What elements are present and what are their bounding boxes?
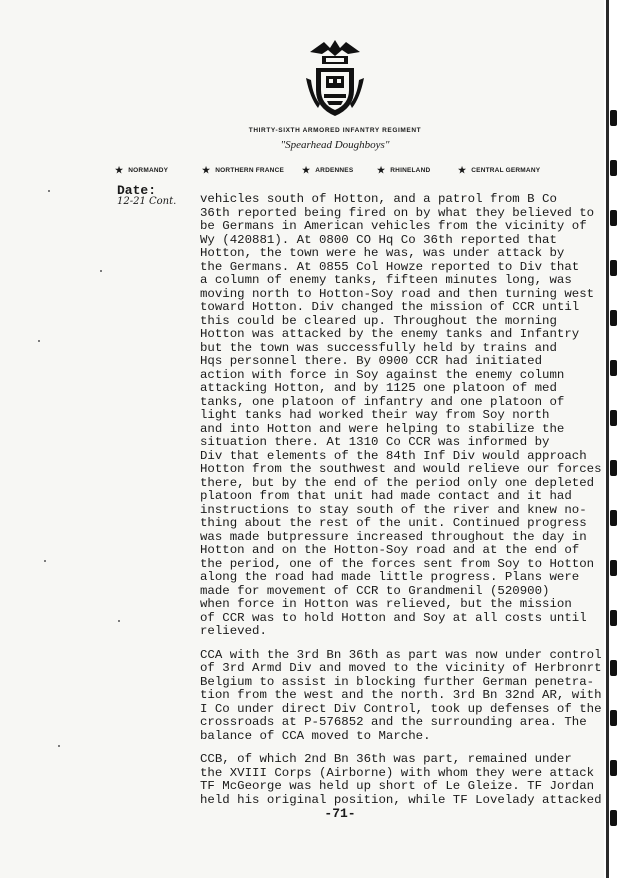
text-line: but the town was successfully held by trains and [200,340,557,355]
text-line: light tanks had worked their way from Soy north [200,408,550,422]
binding-edge [606,0,609,878]
star-icon: ★ [458,165,467,175]
star-icon: ★ [202,165,211,175]
text-line: tion from the west and the north. 3rd Bn 32nd AR, with [200,688,602,702]
speck-mark [48,190,50,192]
speck-mark [58,745,60,747]
star-icon: ★ [302,165,311,175]
text-line: along the road had made little progress. Plans were [200,570,580,584]
binding-ring [610,560,617,576]
binding-ring [610,460,617,476]
text-line: this could be cleared up. Throughout the morning [200,313,557,328]
binding-ring [610,410,617,426]
text-line: moving north to Hotton-Soy road and then turning west [200,286,595,301]
campaign-label: NORTHERN FRANCE [215,167,285,174]
page-number: -71- [324,806,356,821]
text-line: platoon from that unit had made contact and it had [200,489,572,503]
campaign-item [302,165,353,176]
text-line: was made butpressure increased throughout the day in [200,529,587,544]
text-line: Div that elements of the 84th Inf Div would approach [200,448,587,463]
text-line: Wy (420881). At 0800 CO Hq Co 36th reported that [200,232,557,247]
binding-ring [610,160,617,176]
text-line: when force in Hotton was relieved, but the mission [200,597,572,611]
campaign-label: NORMANDY [128,167,169,174]
text-line: and into Hotton and were helping to stabilize the [200,421,565,436]
regimental-crest-icon [304,38,366,120]
binding-ring [610,310,617,326]
campaign-label: RHINELAND [390,167,431,174]
binding-ring [610,760,617,776]
campaign-label: ARDENNES [315,167,354,174]
text-line: Hotton and on the Hotton-Soy road and at the end of [200,543,580,557]
text-line: TF McGeorge was held up short of Le Gleize. TF Jordan [200,779,595,793]
speck-mark [44,560,46,562]
binding-ring [610,210,617,226]
campaign-item [458,165,540,176]
text-line: tanks, one platoon of infantry and one platoon of [200,394,565,409]
campaign-item [202,165,284,176]
text-line: there, but by the end of the period only one depleted [200,475,595,490]
text-line: balance of CCA moved to Marche. [200,728,431,743]
text-line: action with force in Soy against the enemy column [200,367,565,382]
binding-ring [610,710,617,726]
regiment-name: THIRTY-SIXTH ARMORED INFANTRY REGIMENT [248,127,422,134]
text-line: vehicles south of Hotton, and a patrol from B Co [200,192,557,206]
text-line: Belgium to assist in blocking further German penetra- [200,674,595,689]
date-note: 12-21 Cont. [117,196,177,207]
text-line: Hotton was attacked by the enemy tanks and Infantry [200,327,580,341]
text-line: attacking Hotton, and by 1125 one platoon of med [200,381,557,395]
text-line: the XVIII Corps (Airborne) with whom they were attack [200,765,595,780]
speck-mark [118,620,120,622]
text-line: held his original position, while TF Lovelady attacked [200,792,602,807]
text-line: Hotton, the town were he was, was under attack by [200,246,565,260]
text-line: relieved. [200,624,267,638]
text-line: the Germans. At 0855 Col Howze reported to Div that [200,259,580,274]
date-label: Date: [117,183,157,198]
text-line: toward Hotton. Div changed the mission of CCR until [200,300,580,314]
campaign-item [115,165,168,176]
text-line: 36th reported being fired on by what they believed to [200,205,595,220]
text-line: I Co under direct Div Control, took up defenses of the [200,701,602,716]
text-line: instructions to stay south of the river and knew no- [200,502,587,517]
report-body [200,193,600,807]
text-line: CCA with the 3rd Bn 36th as part was now under control [200,647,602,662]
text-line: be Germans in American vehicles from the vicinity of [200,219,587,233]
report-paragraph [200,193,600,639]
text-line: Hqs personnel there. By 0900 CCR had initiated [200,354,543,368]
speck-mark [100,270,102,272]
campaign-label: CENTRAL GERMANY [471,167,541,174]
text-line: the period, one of the forces sent from Soy to Hotton [200,556,595,571]
star-icon: ★ [377,165,386,175]
text-line: a column of enemy tanks, fifteen minutes long, was [200,273,572,287]
binding-ring [610,110,617,126]
regiment-nickname: "Spearhead Doughboys" [280,139,390,151]
text-line: of CCR was to hold Hotton and Soy at all costs until [200,610,587,625]
text-line: crossroads at P-576852 and the surrounding area. The [200,715,587,729]
report-paragraph [200,649,600,744]
text-line: thing about the rest of the unit. Continued progress [200,516,587,530]
campaign-item [377,165,430,176]
binding-ring [610,360,617,376]
speck-mark [38,340,40,342]
binding-ring [610,510,617,526]
text-line: CCB, of which 2nd Bn 36th was part, remained under [200,752,572,766]
text-line: made for movement of CCR to Grandmenil (520900) [200,583,550,598]
binding-ring [610,660,617,676]
text-line: Hotton from the southwest and would relieve our forces [200,462,602,476]
binding-ring [610,260,617,276]
binding-ring [610,610,617,626]
report-paragraph [200,753,600,807]
star-icon: ★ [115,165,124,175]
campaign-list [115,165,595,179]
text-line: of 3rd Armd Div and moved to the vicinity of Herbronrt [200,661,602,675]
binding-ring [610,810,617,826]
text-line: situation there. At 1310 Co CCR was informed by [200,435,550,449]
